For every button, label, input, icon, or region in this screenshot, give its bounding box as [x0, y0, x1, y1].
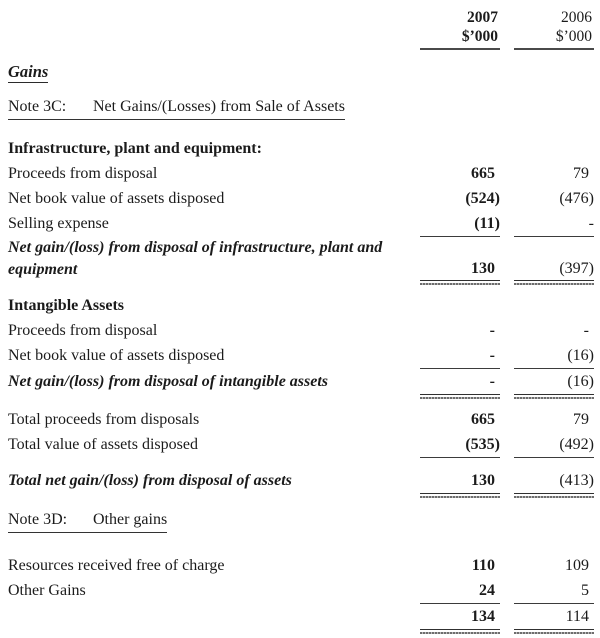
value-2007: (535)	[420, 432, 500, 458]
value-2006: 5	[514, 578, 594, 604]
note-3d-heading	[8, 510, 594, 533]
table-row-net-gain-infrastructure	[8, 237, 594, 281]
row-label: Selling expense	[8, 215, 109, 232]
infrastructure-section-heading: Infrastructure, plant and equipment:	[8, 140, 262, 157]
year-2007-header: 2007	[467, 9, 498, 26]
value-2006: -	[583, 322, 589, 339]
note-3c-title: Net Gains/(Losses) from Sale of Assets	[93, 98, 345, 115]
table-row-net-gain-intangible	[8, 369, 594, 395]
column-year-header	[8, 8, 594, 27]
note-3d-underlined	[8, 510, 167, 533]
unit-2007-header: $’000	[420, 27, 500, 50]
row-label: Net gain/(loss) from disposal of intangible assets	[8, 373, 329, 390]
note-3d-number: Note 3D:	[8, 511, 68, 528]
value-2006: 79	[573, 165, 589, 182]
spacer	[8, 533, 594, 553]
row-label: Total net gain/(loss) from disposal of assets	[8, 472, 292, 489]
unit-2006-header: $’000	[514, 27, 594, 50]
table-row-total-net-gain	[8, 468, 594, 494]
value-2006: -	[514, 211, 594, 237]
row-label: Total value of assets disposed	[8, 436, 198, 453]
value-2006: (16)	[514, 343, 594, 369]
intangible-section-heading: Intangible Assets	[8, 297, 125, 314]
column-unit-header	[8, 27, 594, 50]
note-3c-heading	[8, 97, 594, 120]
value-2006: (492)	[514, 432, 594, 458]
value-2007: 134	[420, 604, 500, 630]
table-row-other-total	[8, 604, 594, 630]
spacer	[8, 458, 594, 468]
row-label: Proceeds from disposal	[8, 165, 158, 182]
table-row-proceeds-intangible	[8, 318, 594, 343]
value-2007: -	[420, 369, 500, 395]
table-row-nbv-infrastructure	[8, 186, 594, 211]
row-label: Proceeds from disposal	[8, 322, 158, 339]
table-row-other-gains	[8, 578, 594, 604]
value-2007: 665	[471, 411, 495, 428]
note-3d-title: Other gains	[93, 511, 168, 528]
value-2007: 665	[471, 165, 495, 182]
row-label: Resources received free of charge	[8, 557, 225, 574]
row-label: Total proceeds from disposals	[8, 411, 200, 428]
value-2007: 24	[420, 578, 500, 604]
value-2007: 130	[420, 258, 500, 281]
value-2007: -	[489, 322, 495, 339]
value-2006: (16)	[514, 369, 594, 395]
value-2007: 110	[471, 557, 495, 574]
row-label: Other Gains	[8, 582, 86, 599]
table-row-total-value	[8, 432, 594, 458]
row-label: Net book value of assets disposed	[8, 347, 225, 364]
value-2007: (524)	[465, 190, 500, 207]
value-2007: (11)	[420, 211, 500, 237]
table-row-proceeds-infrastructure	[8, 161, 594, 186]
value-2006: (413)	[514, 468, 594, 494]
row-label: Net book value of assets disposed	[8, 190, 225, 207]
table-row-resources	[8, 553, 594, 578]
spacer	[8, 395, 594, 407]
value-2006: 109	[565, 557, 589, 574]
gains-heading	[8, 62, 594, 83]
year-2006-header: 2006	[561, 9, 592, 26]
note-3c-underlined	[8, 97, 345, 120]
gains-heading-text: Gains	[8, 62, 49, 81]
table-row-total-proceeds	[8, 407, 594, 432]
value-2006: 114	[514, 604, 594, 630]
value-2006: 79	[573, 411, 589, 428]
table-row-selling-expense	[8, 211, 594, 237]
value-2006: (397)	[514, 258, 594, 281]
value-2006: (476)	[559, 190, 594, 207]
note-3c-number: Note 3C:	[8, 98, 67, 115]
row-label: Net gain/(loss) from disposal of infrastructure, plant and equipment	[8, 239, 383, 278]
table-row-nbv-intangible	[8, 343, 594, 369]
value-2007: 130	[420, 468, 500, 494]
value-2007: -	[420, 343, 500, 369]
